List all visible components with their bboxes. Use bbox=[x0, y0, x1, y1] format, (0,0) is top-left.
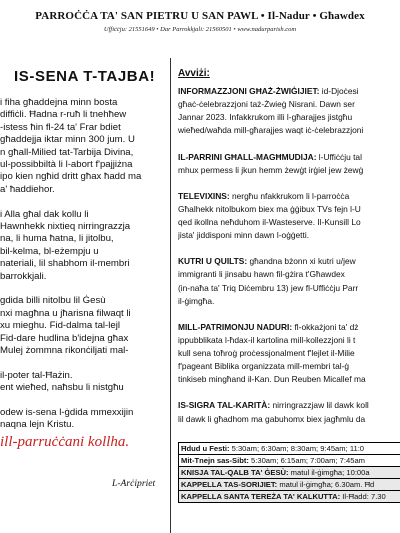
article-line: il-poter tal-Ħażin. bbox=[0, 369, 73, 381]
article-line: -istess ħin fl-24 ta' Frar bdiet bbox=[0, 121, 121, 133]
notice-line bbox=[178, 152, 362, 163]
notice-body-text: immigranti li jinsabu hawn fil-gżira t'Għawdex bbox=[178, 269, 345, 280]
notice-body-text: (in-naħa ta' Triq Diċembru 13) jew fl-Uffiċċju Parr bbox=[178, 282, 359, 293]
notice-line bbox=[178, 361, 349, 372]
notice-line bbox=[178, 269, 345, 280]
notice-line bbox=[178, 414, 365, 425]
schedule-row bbox=[179, 467, 400, 479]
schedule-label: KAPPELLA SANTA TEREŻA TA' KALKUTTA: bbox=[181, 492, 341, 501]
notice-line bbox=[178, 374, 366, 385]
notice-line bbox=[178, 256, 356, 267]
schedule-times: matul il-ġimgħa; 6.30am. Ħd bbox=[277, 480, 375, 489]
schedule-row bbox=[179, 455, 400, 467]
notice-body-text: fl-okkażjoni ta' dż bbox=[292, 321, 359, 332]
schedule-row bbox=[179, 491, 400, 502]
notice-line bbox=[178, 86, 359, 97]
notice-line bbox=[178, 99, 355, 110]
notice-line bbox=[178, 335, 355, 346]
notice-line bbox=[178, 191, 349, 202]
notice-heading-text: MILL-PATRIMONJU NADURI: bbox=[178, 321, 293, 332]
notice-heading-text: INFORMAZZJONI GĦAŻ-ŻWIĠIJIET: bbox=[178, 86, 320, 96]
article-title: IS-SENA T-TAJBA! bbox=[14, 68, 156, 85]
notice-body-text: il-ġimgħa. bbox=[178, 295, 215, 306]
article-line: n għall-Milied tat-Tarbija Divina, bbox=[0, 146, 134, 158]
notice-body-text: Għalhekk nitolbukom biex ma ġġibux TVs fejn l-U bbox=[178, 203, 361, 214]
notice-body-text: ippubblikata l-ħdax-il kartolina mill-kollezzjoni li t bbox=[178, 334, 356, 345]
notice-body-text: għandna bżonn xi kutri u/jew bbox=[247, 256, 356, 267]
notice-line bbox=[178, 217, 361, 228]
notice-line bbox=[178, 283, 358, 294]
notice-body-text: nergħu nfakkrukom li l-parroċċa bbox=[229, 190, 350, 201]
notice-body-text: nirringrazzjaw lil dawk koll bbox=[270, 400, 369, 411]
schedule-row bbox=[179, 479, 400, 491]
article-line: a' ħaddiehor. bbox=[0, 183, 55, 195]
schedule-label: Ħdud u Festi: bbox=[181, 444, 230, 453]
notice-line bbox=[178, 296, 214, 307]
notice-body-text: jista' jiddisponi minn dawn l-oġġetti. bbox=[178, 230, 310, 241]
notice-line bbox=[178, 400, 369, 411]
schedule-times: Il-Ħadd: 7.30 bbox=[340, 492, 386, 501]
notice-line bbox=[178, 322, 358, 333]
schedule-label: KNISJA TAL-QALB TA' ĠESÙ: bbox=[181, 468, 289, 477]
article-line: nxi magħna u jħarisna filwaqt li bbox=[0, 307, 131, 319]
article-line: ent wieħed, naħsbu li nistgħu bbox=[0, 382, 124, 394]
notice-body-text: lil dawk li għadhom ma gabuhomx biex jagħmlu da bbox=[178, 413, 366, 424]
article-line: Hawnhekk nixtieq nirringrazzja bbox=[0, 221, 131, 232]
article-line: għaddejja iktar minn 300 jum. U bbox=[0, 134, 135, 146]
notice-body-text: wieħed/waħda mill-għarajjes waqt iċ-ċelebrazzjoni bbox=[178, 125, 364, 136]
article-line: i Alla għal dak kollu li bbox=[0, 208, 89, 220]
article-line: gdida billi nitolbu lil Ġesù bbox=[0, 295, 106, 307]
notices-heading: Avviżi: bbox=[178, 68, 210, 79]
schedule-times: 5:30am; 6:15am; 7:00am; 7:45am bbox=[248, 456, 366, 465]
parish-contact-line: Uffiċċju: 21551649 • Dar Parrokkjali: 21560501 • www.nadurparish.com bbox=[103, 26, 297, 33]
schedule-row bbox=[179, 443, 400, 455]
article-signature: L-Arċipriet bbox=[112, 478, 156, 489]
article-line: nateriali, lil shabhom il-membri bbox=[0, 258, 130, 270]
article-line: na, li huma ħatna, li jitolbu, bbox=[0, 233, 114, 245]
article-line: barrokkjali. bbox=[0, 270, 47, 282]
notice-line bbox=[178, 204, 361, 215]
notice-line bbox=[178, 348, 355, 359]
notices-column bbox=[178, 58, 400, 533]
notice-body-text: id-Djoċesi bbox=[319, 86, 359, 96]
schedule-label: KAPPELLA TAS-SORIJIET: bbox=[181, 480, 278, 489]
notice-line bbox=[178, 165, 363, 176]
notice-body-text: mhux permess li jkun hemm żewġt irġiel jew żewġ bbox=[178, 164, 364, 175]
schedule-times: 5:30am; 6:30am; 8:30am; 9:45am; 11:0 bbox=[229, 444, 365, 453]
notice-line bbox=[178, 112, 352, 123]
article-line: ipo kien ngħid dritt għax ħadd ma bbox=[0, 171, 142, 183]
notice-line bbox=[178, 230, 309, 241]
notice-body-text: Jannar 2023. Infakkrukom illi l-għarajjes jistgħu bbox=[178, 112, 353, 123]
article-line: naqna lejn Kristu. bbox=[0, 419, 75, 431]
schedule-label: Mit-Tnejn sas-Sibt: bbox=[181, 456, 249, 465]
new-year-article bbox=[0, 58, 168, 533]
parish-title: PARROĊĊA TA' SAN PIETRU U SAN PAWL • Il-Nadur • Għawdex bbox=[35, 10, 365, 22]
notice-line bbox=[178, 125, 363, 136]
article-line: diffiċli. Ħadna r-ruħ li tnehħew bbox=[0, 109, 127, 121]
article-line: i fiha għaddejna minn bosta bbox=[0, 97, 118, 108]
notice-heading-text: KUTRI U QUILTS: bbox=[178, 256, 248, 267]
notice-heading-text: TELEVIXINS: bbox=[178, 190, 230, 201]
notice-heading-text: IS-SIGRA TAL-KARITÀ: bbox=[178, 400, 271, 411]
notice-body-text: l-Uffiċċju tal bbox=[316, 151, 362, 162]
article-line: xu mieghu. Fid-dalma tal-lejl bbox=[0, 320, 120, 332]
notice-body-text: tinkiseb mingħand il-Kan. Dun Reuben Micallef ma bbox=[178, 374, 366, 385]
column-divider bbox=[170, 58, 171, 533]
notice-body-text: għaċ-ċelebrazzjoni taż-Żwieġ Nisrani. Dawn ser bbox=[178, 99, 355, 110]
schedule-times: matul il-ġimgħa; 10:00a bbox=[288, 468, 370, 477]
notice-heading-text: IL-PARRINI GĦALL-MAGĦMUDIJA: bbox=[178, 151, 317, 162]
article-line: bil-kelma, bl-eżempju u bbox=[0, 245, 99, 257]
article-line: Fid-dare hudlina b'idejna għax bbox=[0, 332, 129, 344]
notice-body-text: kull sena toħroġ proċessjonalment f'lejlet il-Milie bbox=[178, 348, 355, 358]
article-line: odew is-sena l-ġdida mmexxijin bbox=[0, 407, 134, 418]
article-line: Mulej żommna rikonċiljati mal- bbox=[0, 345, 129, 356]
notice-body-text: qed ikollna neħduhom il-Wasteserve. Il-Kunsill Lo bbox=[178, 217, 361, 227]
notice-body-text: f'pageant Biblika organizzata mill-membri tal-ġ bbox=[178, 361, 350, 372]
article-line: ul-possibbiltà li l-abort f'pajjiżna bbox=[0, 159, 133, 170]
mass-schedule-table bbox=[178, 442, 400, 503]
parish-header bbox=[0, 0, 400, 40]
article-closing: ill-parruċċani kollha. bbox=[0, 434, 130, 450]
